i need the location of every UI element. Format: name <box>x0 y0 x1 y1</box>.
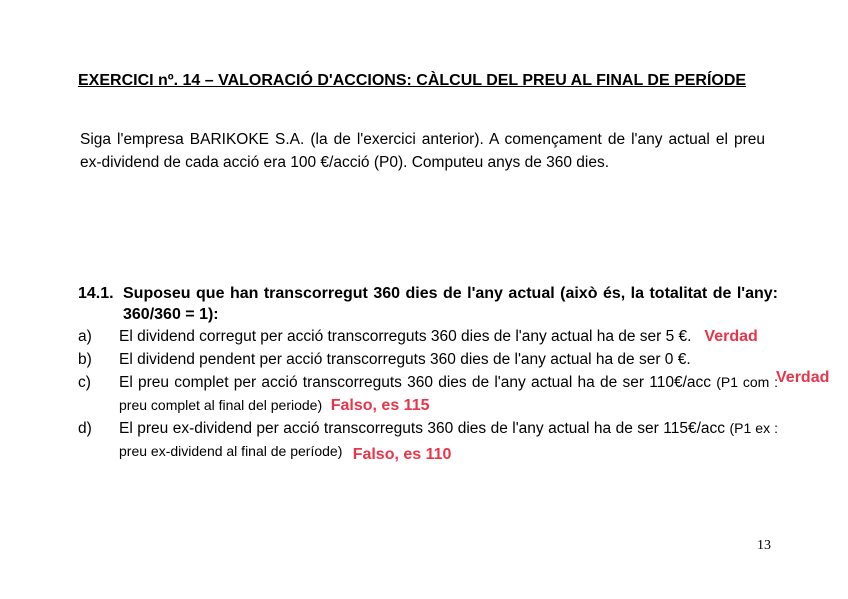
option-letter: b) <box>78 351 92 368</box>
option-letter: d) <box>78 420 92 437</box>
option-text: El preu ex-dividend per acció transcorreguts 360 dies de l'any actual ha de ser 115€/acc <box>119 420 726 437</box>
question-text: Suposeu que han transcorregut 360 dies de l'any actual (això és, la totalitat de l'any: 360/360 = 1): <box>123 285 778 323</box>
option-text: El dividend pendent per acció transcorreguts 360 dies de l'any actual ha de ser 0 €. <box>119 351 691 368</box>
option-c <box>78 371 778 417</box>
option-a <box>78 325 778 348</box>
question <box>78 283 778 325</box>
option-answer: Falso, es 115 <box>330 397 430 414</box>
option-text: El preu complet per acció transcorreguts 360 dies de l'any actual ha de ser 110€/acc <box>119 374 712 391</box>
option-detail: (P1 ex : preu ex-dividend al final de període) <box>119 420 778 459</box>
option-answer: Verdad <box>704 328 758 345</box>
option-b-answer: Verdad <box>776 369 830 386</box>
option-d <box>78 417 778 463</box>
option-b <box>78 348 778 371</box>
option-detail: (P1 com : preu complet al final del periode) <box>119 374 778 413</box>
option-text: El dividend corregut per acció transcorreguts 360 dies de l'any actual ha de ser 5 €. <box>119 328 692 345</box>
page-number: 13 <box>757 538 771 553</box>
option-letter: a) <box>78 328 92 345</box>
option-answer: Falso, es 110 <box>352 446 452 463</box>
question-number: 14.1. <box>78 285 114 302</box>
options-list <box>78 325 778 463</box>
option-letter: c) <box>78 374 91 391</box>
exercise-title: EXERCICI nº. 14 – VALORACIÓ D'ACCIONS: CÀLCUL DEL PREU AL FINAL DE PERÍODE <box>78 72 747 89</box>
exercise-intro: Siga l'empresa BARIKOKE S.A. (la de l'exercici anterior). A començament de l'any actual el preu ex-dividend de cada acció era 100 €/acció (P0). Computeu anys de 360 dies. <box>80 131 765 171</box>
